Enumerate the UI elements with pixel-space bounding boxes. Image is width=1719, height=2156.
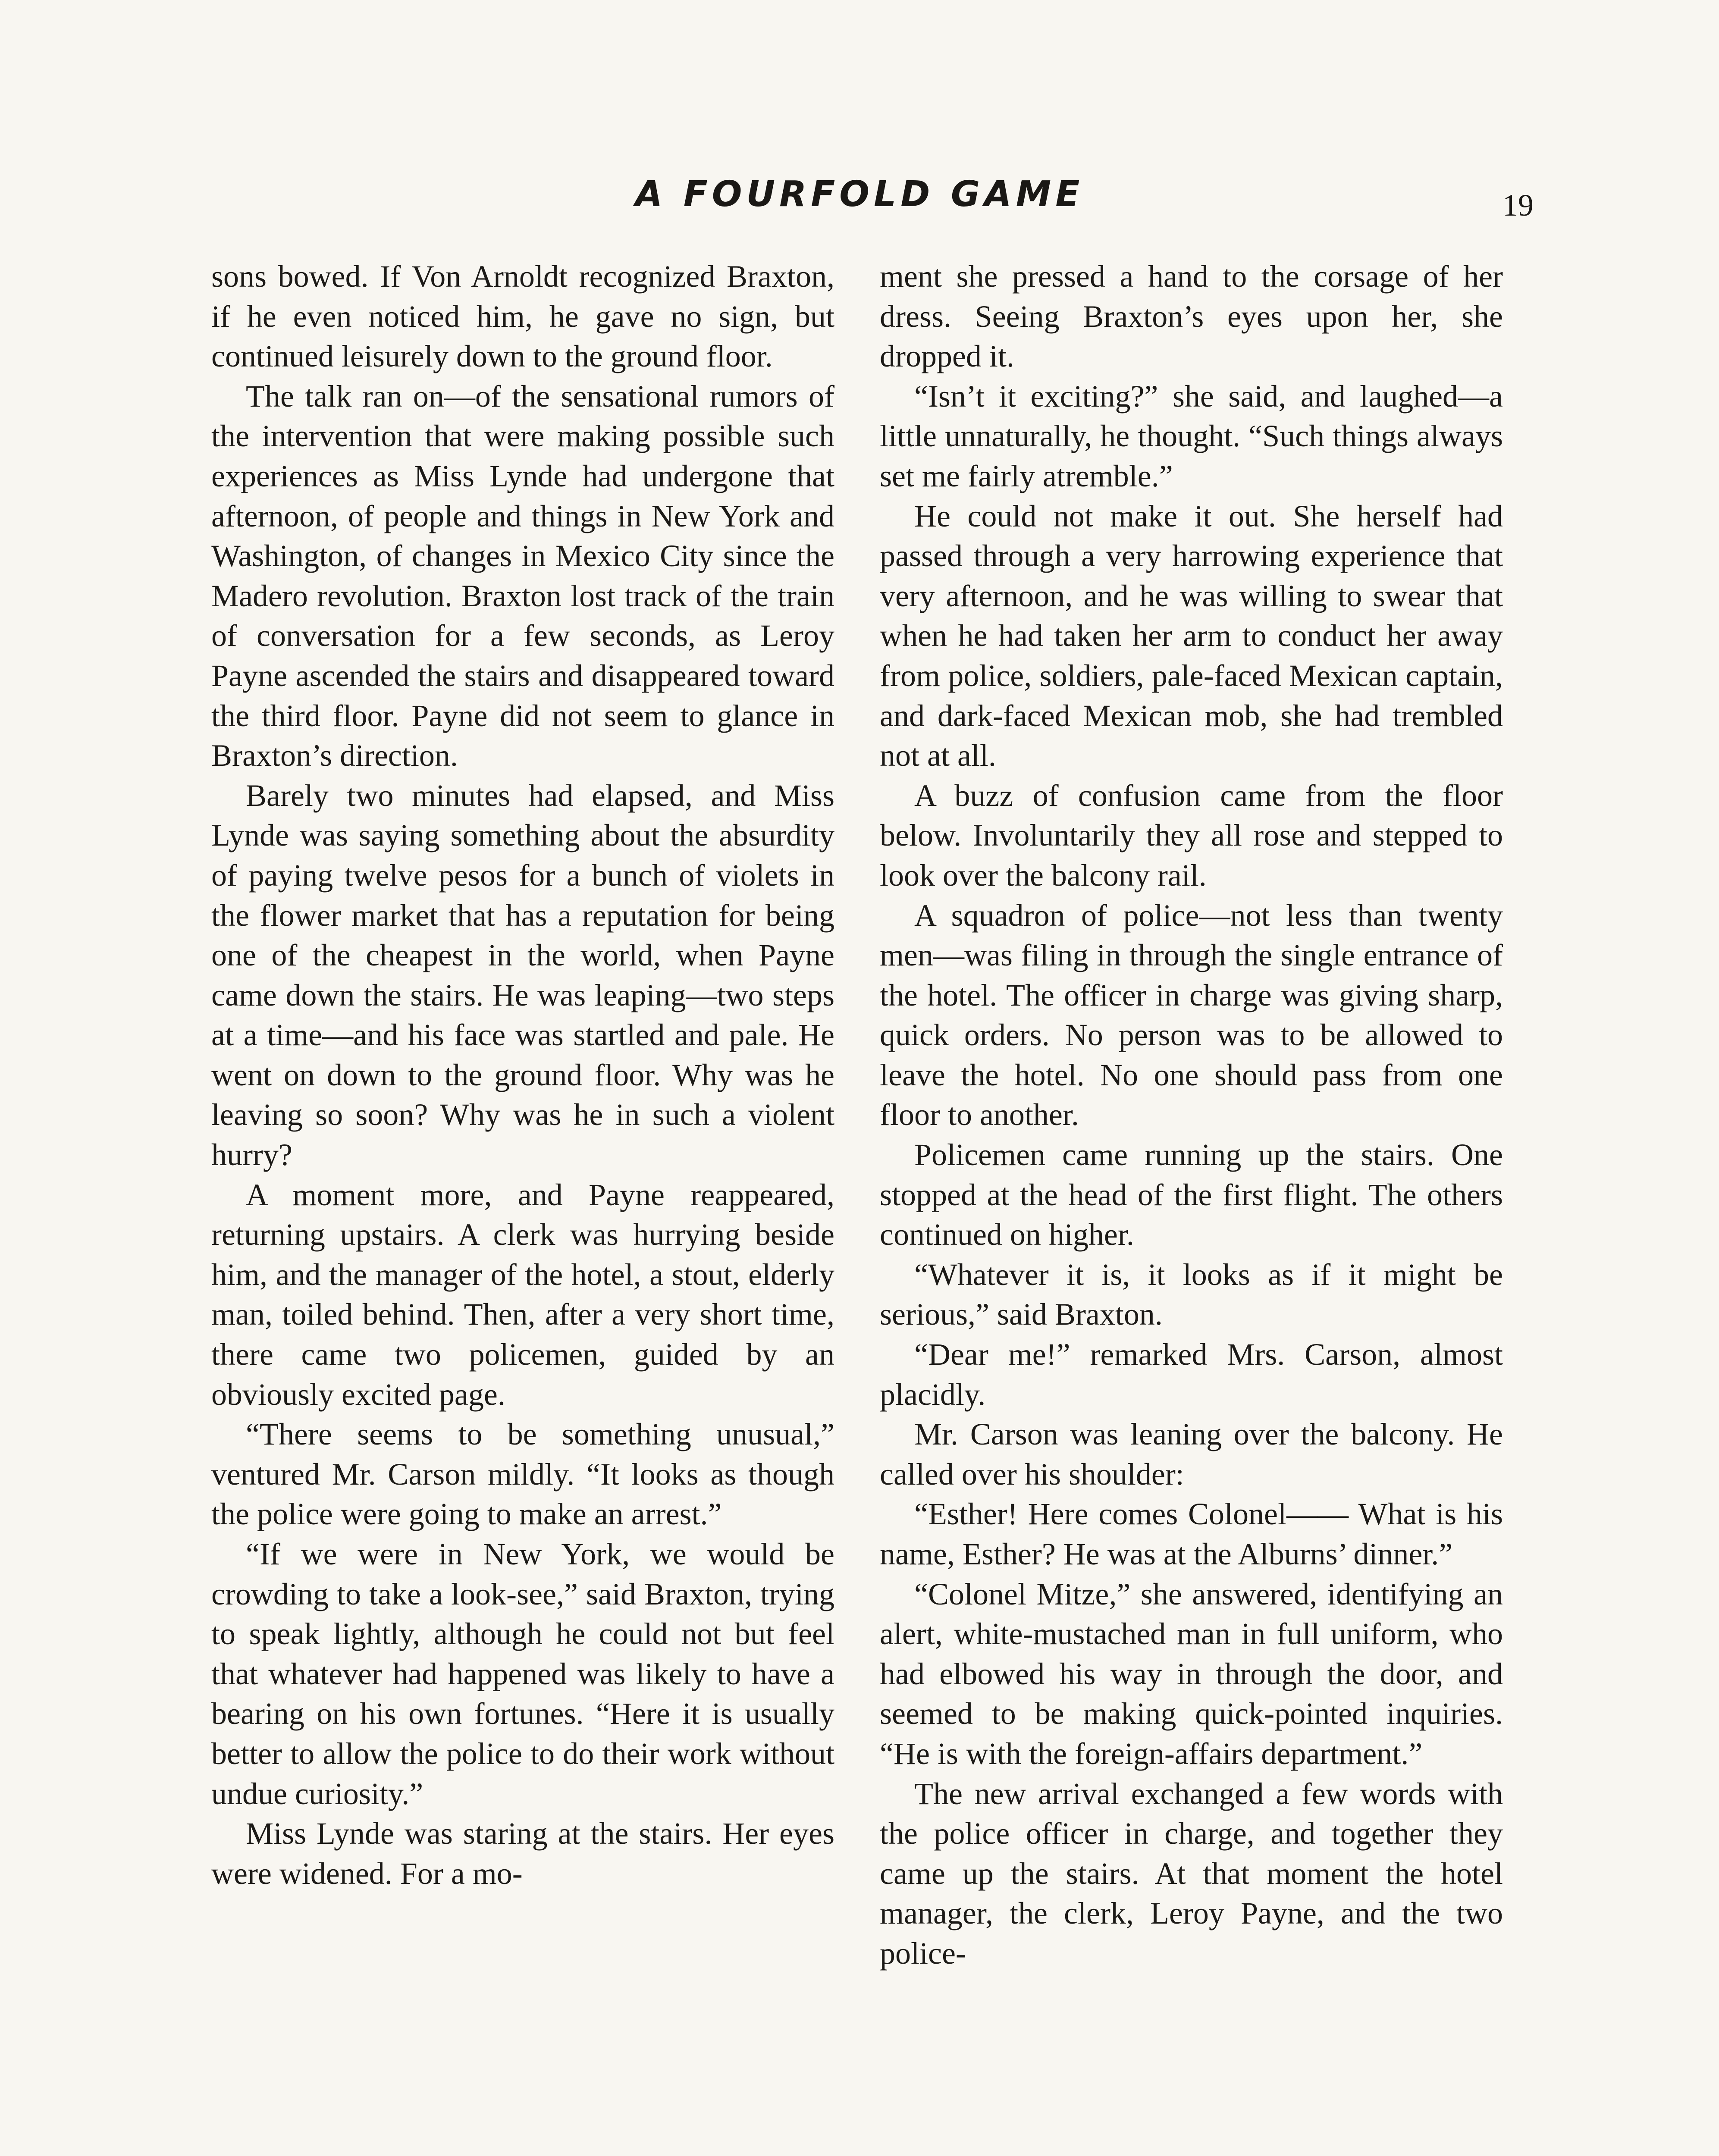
paragraph: sons bowed. If Von Arnoldt recognized Braxton, if he even noticed him, he gave no sign, but continued leisurely down to the ground floor. <box>211 259 834 374</box>
running-title: A FOURFOLD GAME <box>635 174 1084 215</box>
paragraph: “Esther! Here comes Colonel—— What is his name, Esther? He was at the Alburns’ dinner.” <box>880 1497 1503 1571</box>
right-column <box>880 257 1503 1974</box>
paragraph: Mr. Carson was leaning over the balcony. He called over his shoulder: <box>880 1417 1503 1492</box>
page-number: 19 <box>1503 188 1534 222</box>
paragraph: The talk ran on—of the sensational rumors of the intervention that were making possible such experiences as Miss Lynde had undergone that afternoon, of people and things in New York and Washington, of changes in Mexico City since the Madero revolution. Braxton lost track of the train of conversation for a few seconds, as Leroy Payne ascended the stairs and disappeared toward the third floor. Payne did not seem to glance in Braxton’s direction. <box>211 379 834 773</box>
paragraph: A moment more, and Payne reappeared, returning upstairs. A clerk was hurrying beside him, and the manager of the hotel, a stout, elderly man, toiled behind. Then, after a very short time, there came two policemen, guided by an obviously excited page. <box>211 1177 834 1412</box>
paragraph: “If we were in New York, we would be crowding to take a look-see,” said Braxton, trying to speak lightly, although he could not but feel that whatever had happened was likely to have a bearing on his own fortunes. “Here it is usually better to allow the police to do their work without undue curiosity.” <box>211 1537 834 1811</box>
left-column <box>211 257 834 1893</box>
paragraph: ment she pressed a hand to the corsage of her dress. Seeing Braxton’s eyes upon her, she dropped it. <box>880 259 1503 374</box>
paragraph: “Whatever it is, it looks as if it might be serious,” said Braxton. <box>880 1257 1503 1332</box>
paragraph: Miss Lynde was staring at the stairs. Her eyes were widened. For a mo- <box>211 1816 834 1891</box>
paragraph: He could not make it out. She herself had passed through a very harrowing experience that very afternoon, and he was willing to swear that when he had taken her arm to conduct her away from police, soldiers, pale-faced Mexican captain, and dark-faced Mexican mob, she had trembled not at all. <box>880 498 1503 773</box>
paragraph: “Colonel Mitze,” she answered, identifying an alert, white-mustached man in full uniform, who had elbowed his way in through the door, and seemed to be making quick-pointed inquiries. “He is with the foreign-affairs department.” <box>880 1576 1503 1771</box>
paragraph: “Isn’t it exciting?” she said, and laughed—a little unnaturally, he thought. “Such things always set me fairly atremble.” <box>880 379 1503 493</box>
paragraph: The new arrival exchanged a few words with the police officer in charge, and together they came up the stairs. At that moment the hotel manager, the clerk, Leroy Payne, and the two police- <box>880 1776 1503 1971</box>
paragraph: Policemen came running up the stairs. One stopped at the head of the first flight. The others continued on higher. <box>880 1138 1503 1252</box>
paragraph: A buzz of confusion came from the floor below. Involuntarily they all rose and stepped to look over the balcony rail. <box>880 778 1503 893</box>
paragraph: “There seems to be something unusual,” ventured Mr. Carson mildly. “It looks as though the police were going to make an arrest.” <box>211 1417 834 1532</box>
paragraph: Barely two minutes had elapsed, and Miss Lynde was saying something about the absurdity of paying twelve pesos for a bunch of violets in the flower market that has a reputation for being one of the cheapest in the world, when Payne came down the stairs. He was leaping—two steps at a time—and his face was startled and pale. He went on down to the ground floor. Why was he leaving so soon? Why was he in such a violent hurry? <box>211 778 834 1172</box>
paragraph: “Dear me!” remarked Mrs. Carson, almost placidly. <box>880 1337 1503 1412</box>
paragraph: A squadron of police—not less than twenty men—was filing in through the single entrance of the hotel. The officer in charge was giving sharp, quick orders. No person was to be allowed to leave the hotel. No one should pass from one floor to another. <box>880 898 1503 1132</box>
